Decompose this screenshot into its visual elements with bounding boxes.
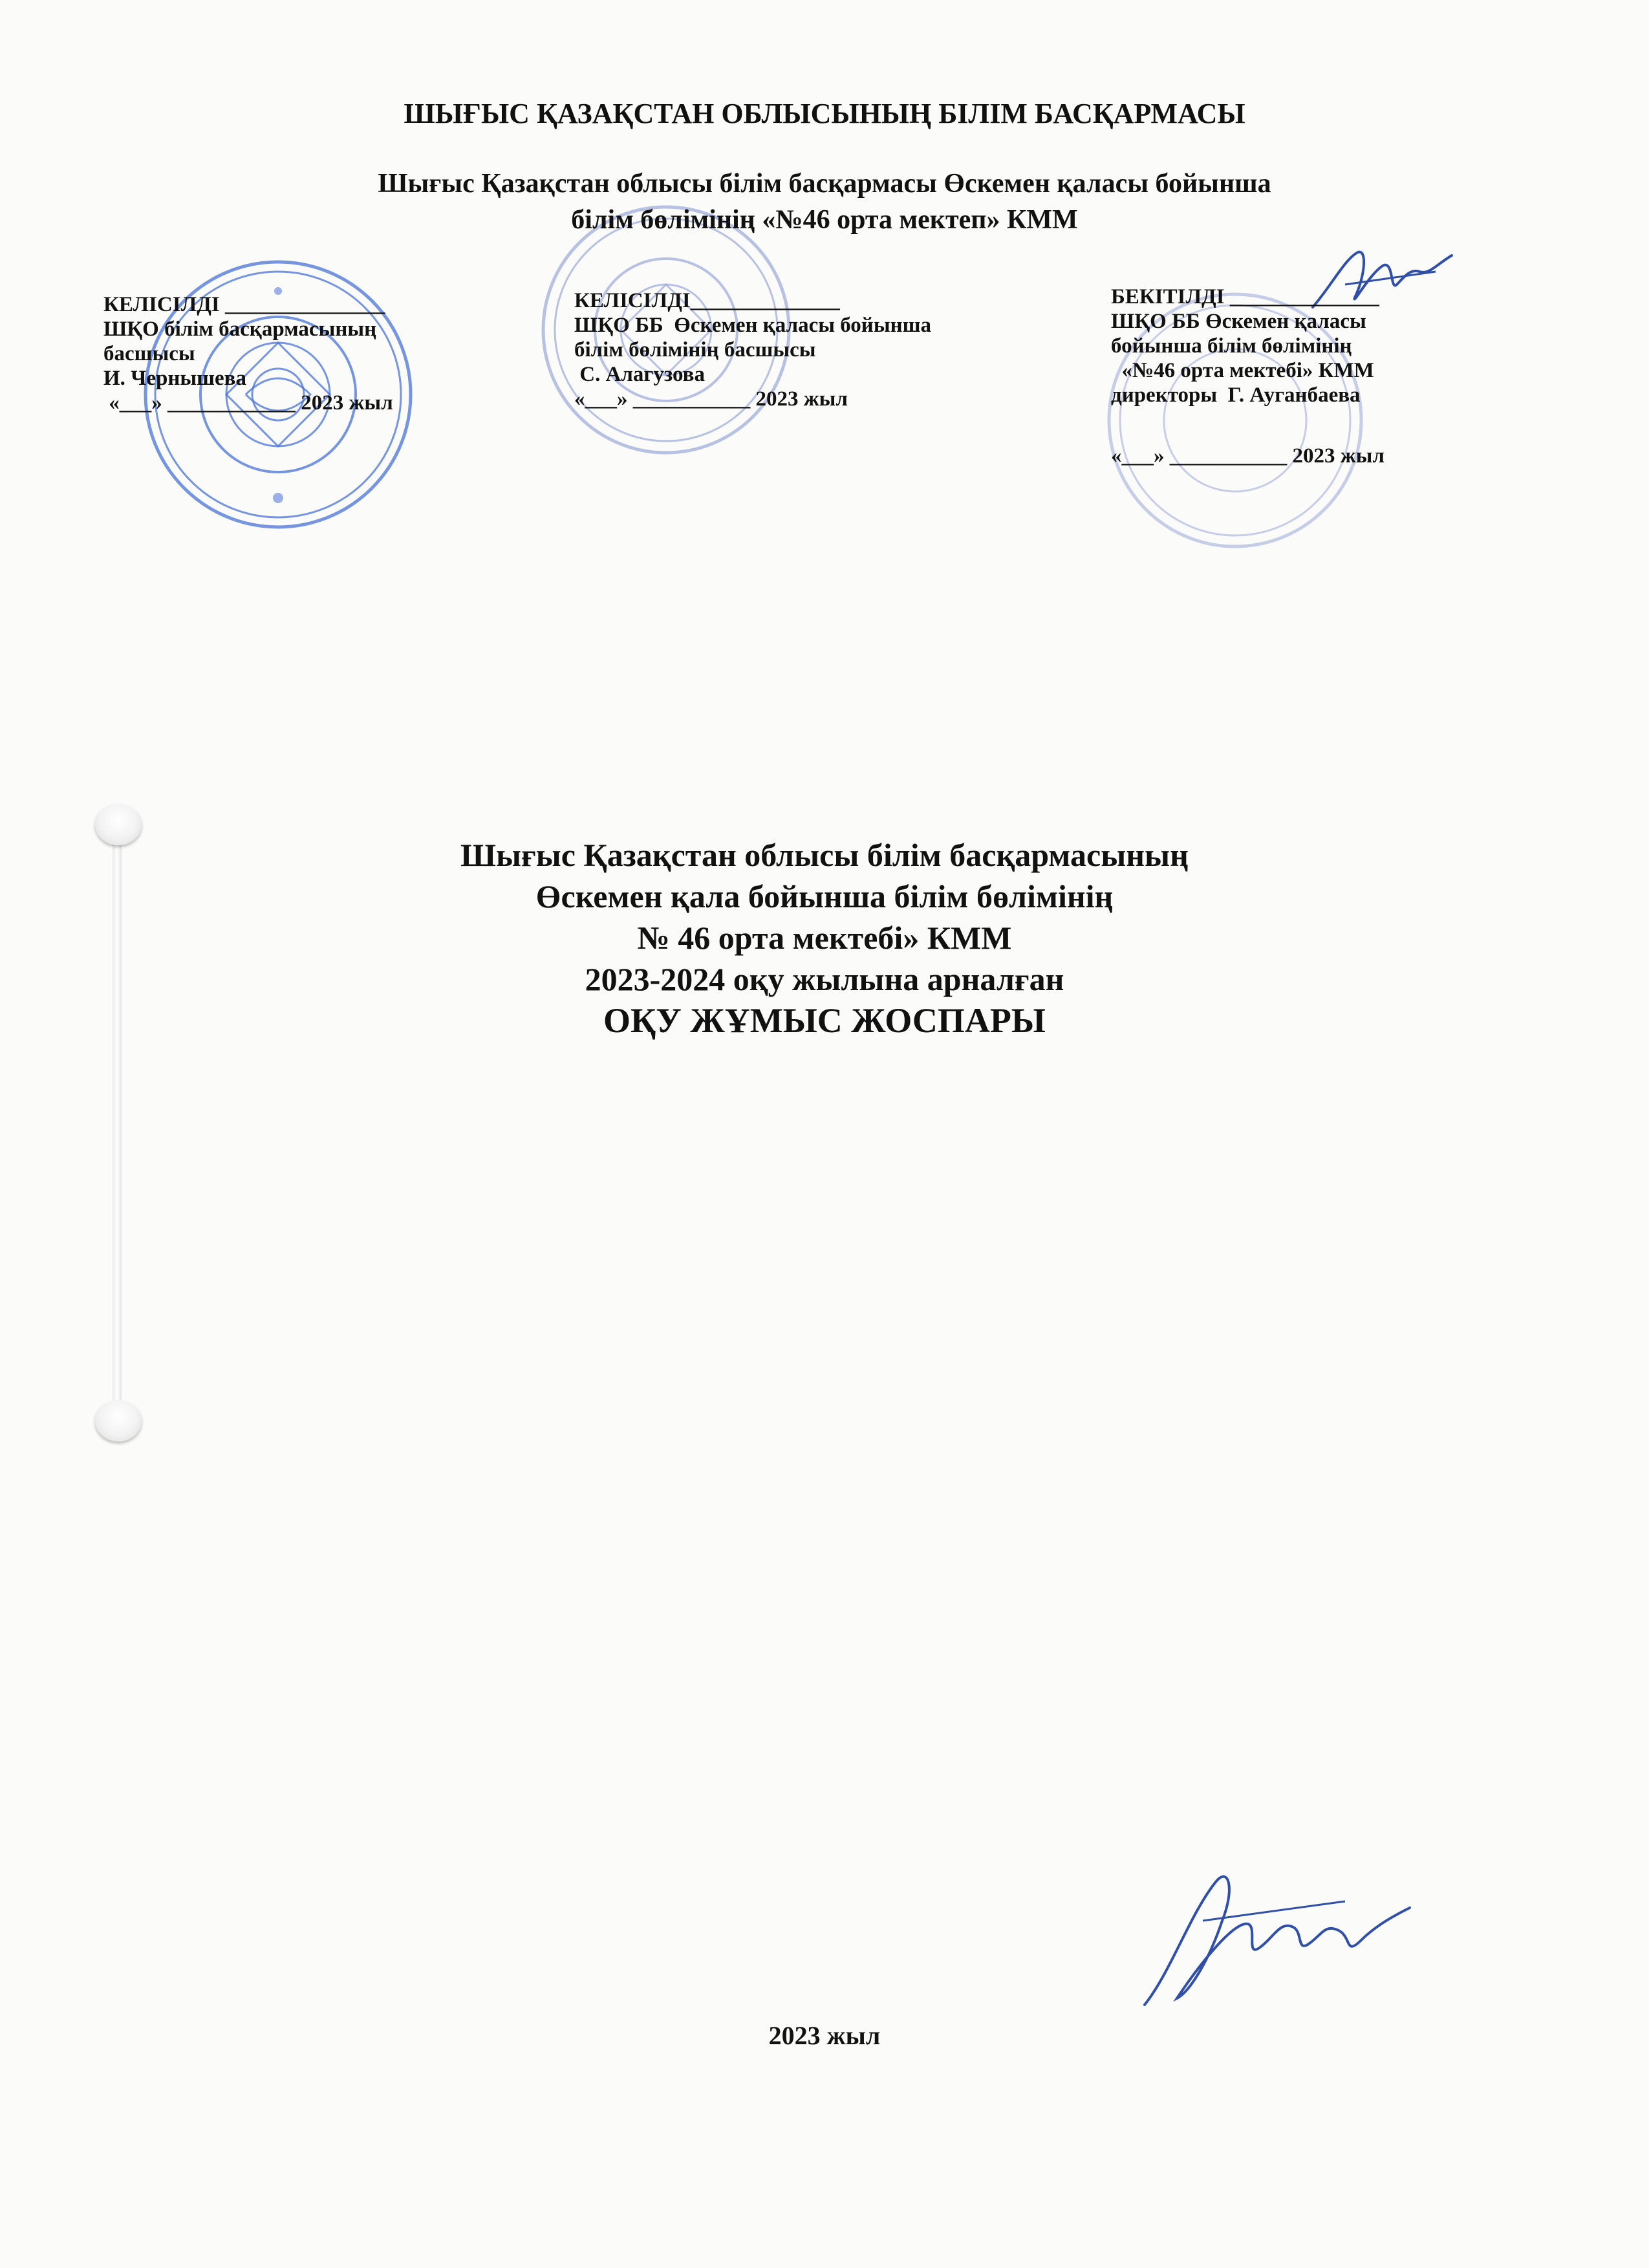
title-line-4: 2023-2024 оқу жылына арналған [585, 961, 1064, 997]
approval-line: директоры Г. Ауганбаева [1111, 383, 1361, 407]
binding-hole-bottom [95, 1400, 142, 1442]
organization-title: ШЫҒЫС ҚАЗАҚСТАН ОБЛЫСЫНЫҢ БІЛІМ БАСҚАРМАСЫ [404, 98, 1245, 129]
approval-line: бойынша білім бөлімінің [1111, 334, 1352, 358]
approval-line: С. Алагузова [574, 363, 705, 386]
title-line-2: Өскемен қала бойынша білім бөлімінің [535, 878, 1114, 914]
title-line-5: ОҚУ ЖҰМЫС ЖОСПАРЫ [603, 1001, 1046, 1040]
approval-line: ШҚО білім басқармасының [103, 318, 377, 341]
approval-block-regional [103, 292, 393, 415]
document-title [0, 834, 1649, 1041]
approval-heading: КЕЛІСІЛДІ______________ [574, 289, 840, 312]
approval-line: И. Чернышева [103, 367, 246, 390]
approval-line: басшысы [103, 342, 195, 365]
approval-date-line: «___» ___________ 2023 жыл [1111, 444, 1385, 468]
approval-line: білім бөлімінің басшысы [574, 338, 816, 362]
approval-line: «№46 орта мектебі» КММ [1111, 359, 1374, 382]
approval-date-line: «___» ____________ 2023 жыл [103, 391, 393, 415]
footer-year: 2023 жыл [768, 2021, 881, 2050]
approval-line: ШҚО ББ Өскемен қаласы бойынша [574, 314, 931, 337]
approval-block-school-director [1111, 285, 1385, 468]
title-line-3: № 46 орта мектебі» КММ [637, 920, 1012, 956]
approval-date-line: «___» ___________ 2023 жыл [574, 387, 848, 411]
approval-block-city [574, 288, 931, 411]
organization-subtitle-line2: білім бөлімінің «№46 орта мектеп» КММ [571, 205, 1078, 235]
organization-subtitle-line1: Шығыс Қазақстан облысы білім басқармасы Өскемен қаласы бойынша [378, 169, 1271, 199]
signature-bottom [1132, 1863, 1416, 2031]
approval-heading: БЕКІТІЛДІ ______________ [1111, 285, 1379, 308]
title-line-1: Шығыс Қазақстан облысы білім басқармасының [460, 837, 1189, 873]
approval-line: ШҚО ББ Өскемен қаласы [1111, 310, 1366, 333]
approval-heading: КЕЛІСІЛДІ _______________ [103, 293, 385, 316]
